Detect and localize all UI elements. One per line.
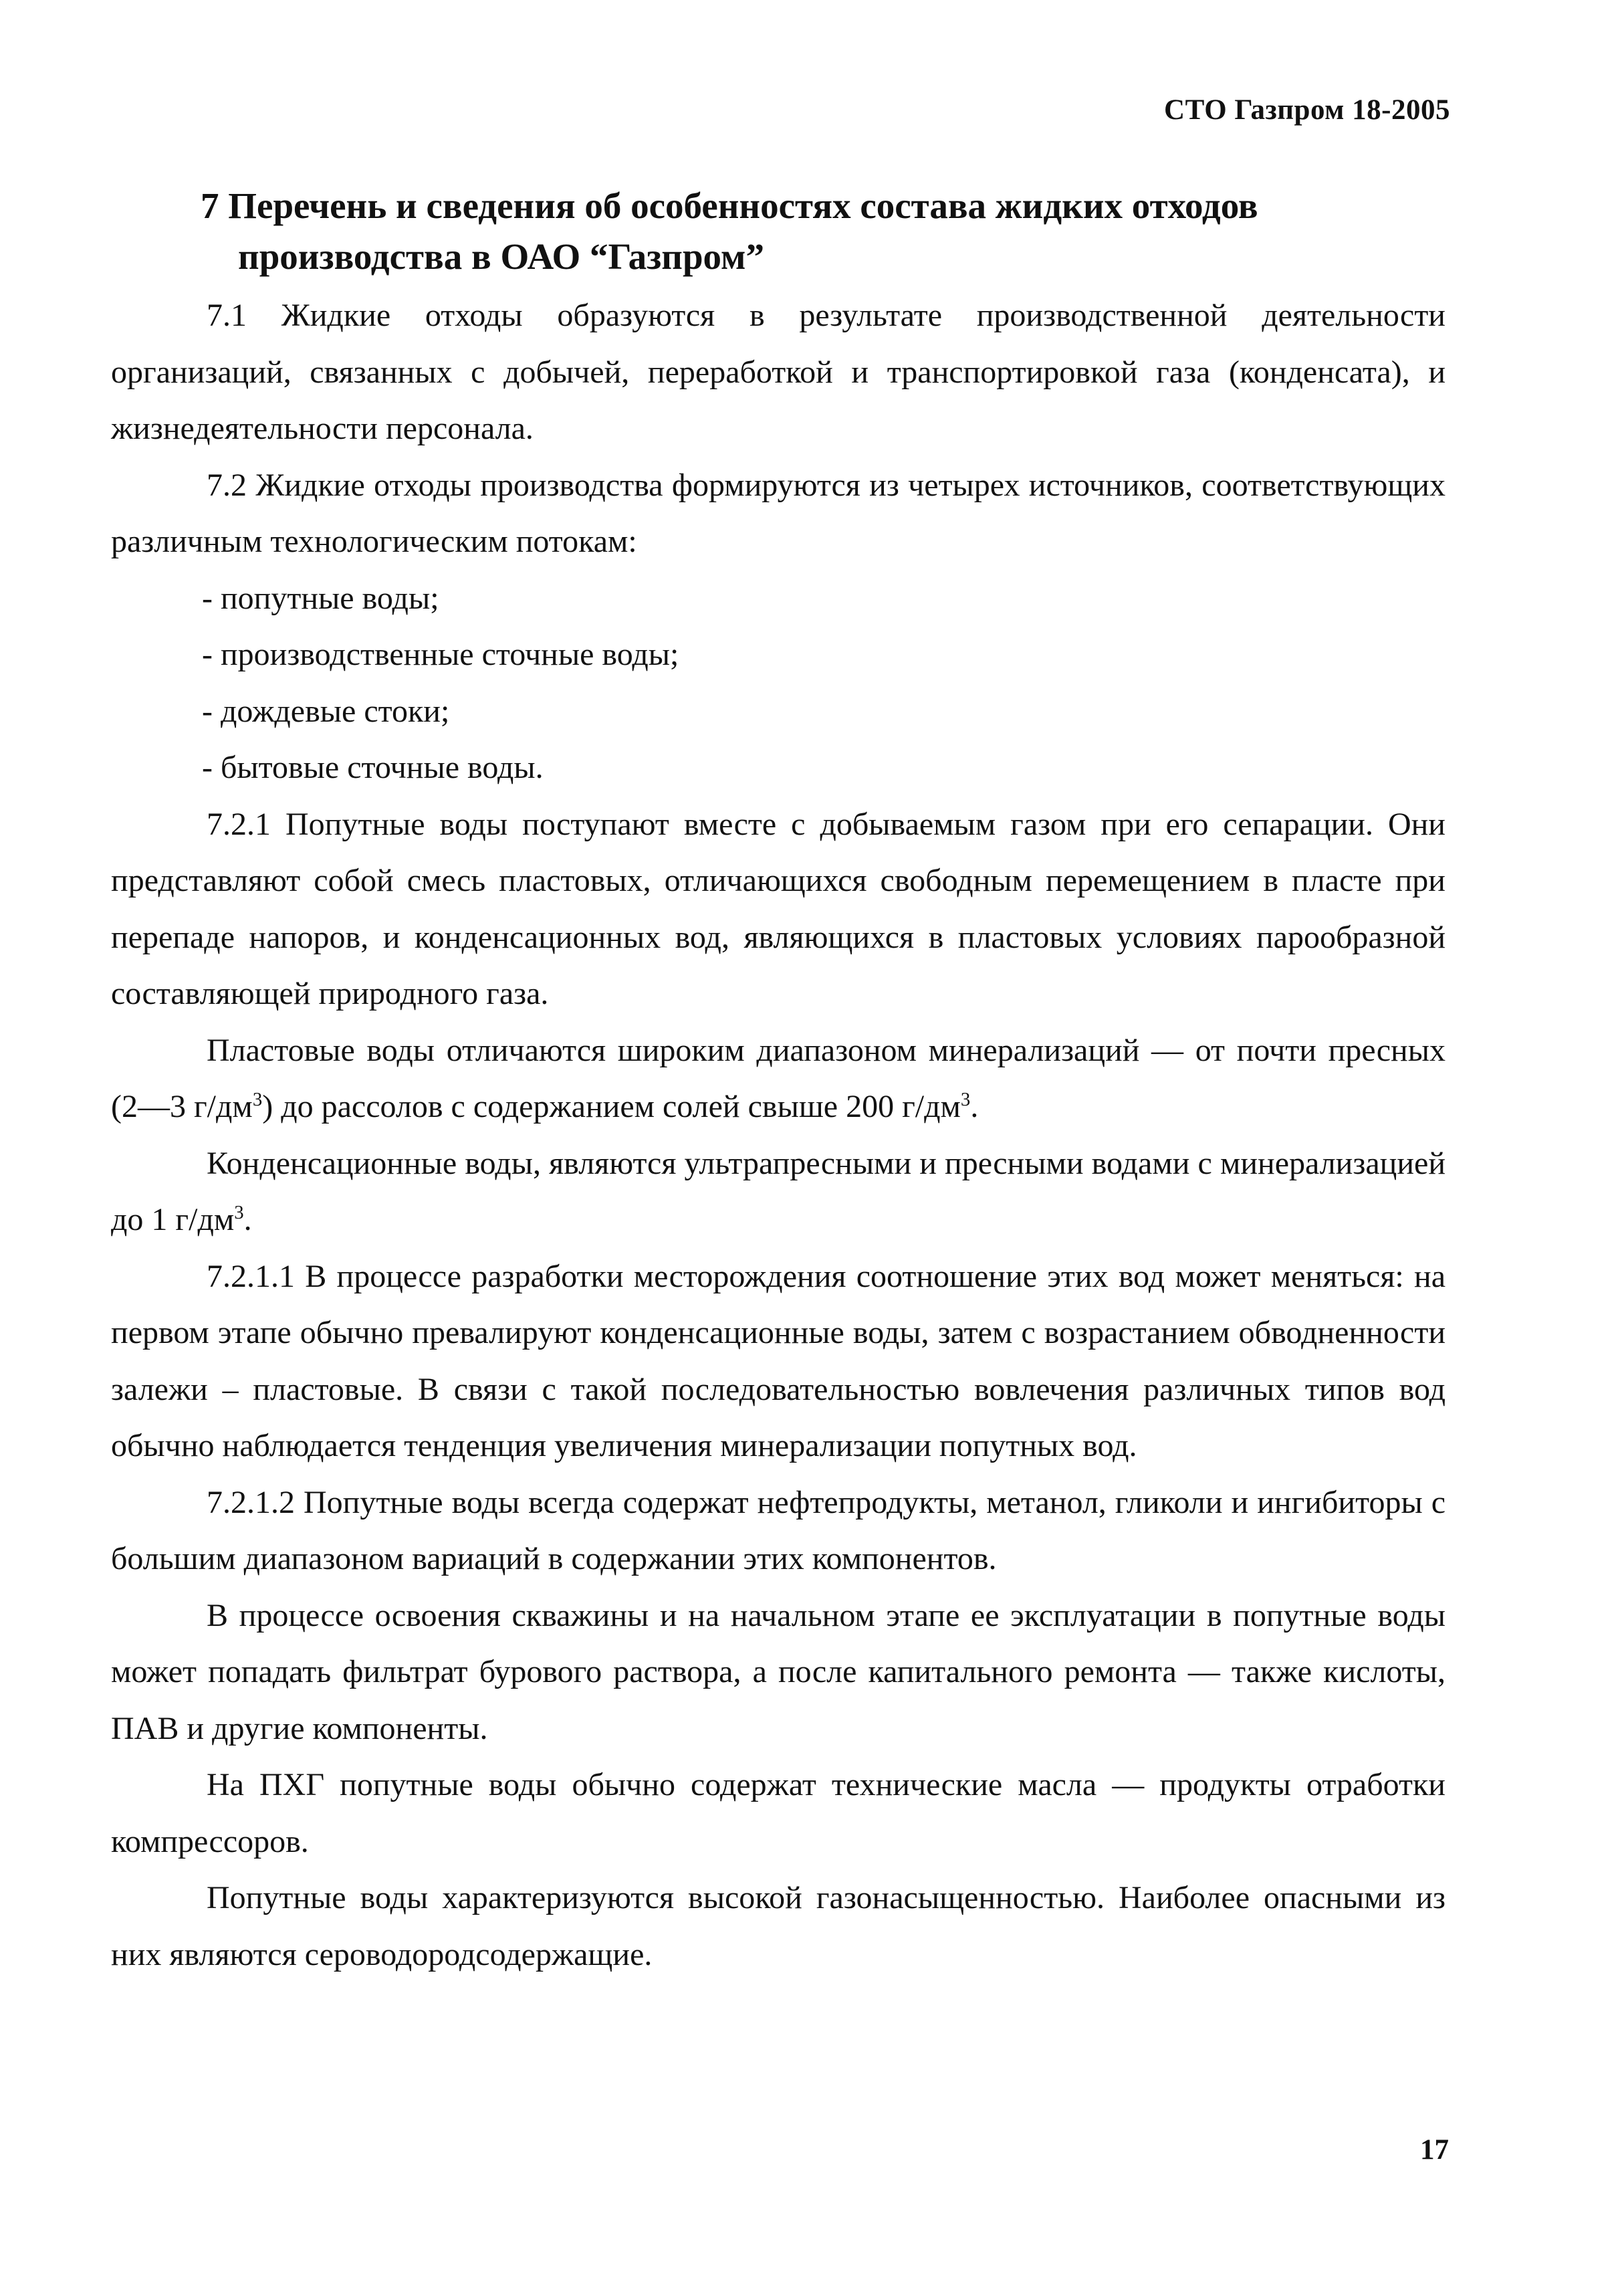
list-item: - попутные воды; xyxy=(202,580,439,616)
plastovye-text-b: ) до рассолов с содержанием солей свыше 200 г/дм xyxy=(262,1089,961,1124)
list-item: - бытовые сточные воды. xyxy=(202,750,544,785)
list-item: - производственные сточные воды; xyxy=(202,637,679,672)
paragraph-7-2: 7.2 Жидкие отходы производства формируются из четырех источников, соответствующих различным технологическим потокам: xyxy=(111,467,1446,559)
paragraph-kondensacionnye-vody xyxy=(111,1136,1446,1249)
paragraph-7-2-1-1: 7.2.1.1 В процессе разработки месторождения соотношение этих вод может меняться: на первом этапе обычно превалируют конденсационные воды, затем с возрастанием обводненности залежи – пластовые. В связи с такой последовательностью вовлечения различных типов вод обычно наблюдается тенденция увеличения минерализации попутных вод. xyxy=(111,1258,1446,1463)
section-heading xyxy=(201,181,1437,282)
section-heading-line-2: производства в ОАО “Газпром” xyxy=(238,236,764,277)
kond-text-b: . xyxy=(243,1202,252,1237)
paragraph-7-1: 7.1 Жидкие отходы образуются в результате производственной деятельности организаций, связанных с добычей, переработкой и транспортировкой газа (конденсата), и жизнедеятельности персонала. xyxy=(111,298,1446,446)
superscript-3: 3 xyxy=(252,1089,263,1110)
superscript-3: 3 xyxy=(960,1089,971,1110)
document-code-header: СТО Газпром 18-2005 xyxy=(1164,94,1450,126)
plastovye-text-c: . xyxy=(970,1089,979,1124)
plastovye-text-a: Пластовые воды отличаются широким диапазоном минерализаций — от почти пресных (2—3 г/дм xyxy=(111,1032,1446,1124)
list-item: - дождевые стоки; xyxy=(202,693,450,729)
superscript-3: 3 xyxy=(234,1202,244,1223)
paragraph-7-2-1-2: 7.2.1.2 Попутные воды всегда содержат нефтепродукты, метанол, гликоли и ингибиторы с большим диапазоном вариаций в содержании этих компонентов. xyxy=(111,1484,1446,1576)
kond-text-a: Конденсационные воды, являются ультрапресными и пресными водами с минерализацией до 1 г/дм xyxy=(111,1145,1446,1237)
section-heading-line-1: 7 Перечень и сведения об особенностях состава жидких отходов xyxy=(201,185,1258,226)
paragraph-7-2-1: 7.2.1 Попутные воды поступают вместе с добываемым газом при его сепарации. Они представляют собой смесь пластовых, отличающихся свободным перемещением в пласте при перепаде напоров, и конденсационных вод, являющихся в пластовых условиях парообразной составляющей природного газа. xyxy=(111,806,1446,1011)
paragraph-plastovye-vody xyxy=(111,1023,1446,1136)
page-number: 17 xyxy=(1420,2134,1449,2166)
paragraph-gazonasyshchennost: Попутные воды характеризуются высокой газонасыщенностью. Наиболее опасными из них являются сероводородсодержащие. xyxy=(111,1880,1446,1972)
paragraph-phg: На ПХГ попутные воды обычно содержат технические масла — продукты отработки компрессоров. xyxy=(111,1767,1446,1859)
body-text xyxy=(111,288,1446,1983)
paragraph-osvoenie: В процессе освоения скважины и на начальном этапе ее эксплуатации в попутные воды может попадать фильтрат бурового раствора, а после капитального ремонта — также кислоты, ПАВ и другие компоненты. xyxy=(111,1597,1446,1746)
